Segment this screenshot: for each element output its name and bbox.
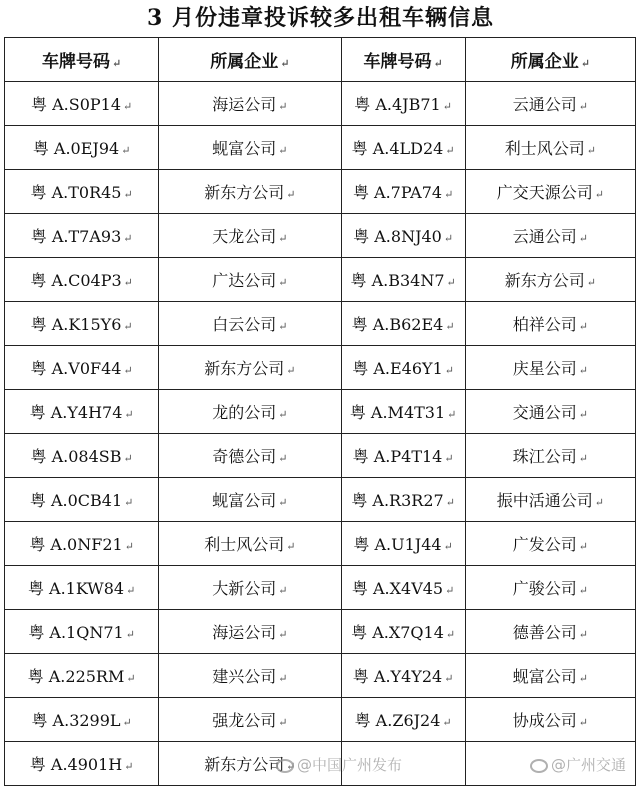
plate-number-cell: 粤 A.M4T31 ↵ <box>341 390 465 434</box>
table-header-row <box>5 38 636 82</box>
header-company: 所属企业 ↵ <box>465 38 635 82</box>
plate-number-cell: 粤 A.7PA74 ↵ <box>341 170 465 214</box>
company-cell: 振中活通公司 ↵ <box>465 478 635 522</box>
company-cell: 庆星公司 ↵ <box>465 346 635 390</box>
weibo-icon <box>530 759 548 773</box>
plate-number-cell: 粤 A.0EJ94 ↵ <box>5 126 159 170</box>
company-cell: 龙的公司 ↵ <box>159 390 341 434</box>
plate-number-cell: 粤 A.T0R45 ↵ <box>5 170 159 214</box>
plate-number-cell: 粤 A.0NF21 ↵ <box>5 522 159 566</box>
plate-number-cell: 粤 A.4JB71 ↵ <box>341 82 465 126</box>
plate-number-cell: 粤 A.Z6J24 ↵ <box>341 698 465 742</box>
plate-number-cell: 粤 A.1QN71 ↵ <box>5 610 159 654</box>
company-cell: 白云公司 ↵ <box>159 302 341 346</box>
company-cell: 利士风公司 ↵ <box>159 522 341 566</box>
plate-number-cell: 粤 A.T7A93 ↵ <box>5 214 159 258</box>
plate-number-cell: 粤 A.4LD24 ↵ <box>341 126 465 170</box>
company-cell: 协成公司 ↵ <box>465 698 635 742</box>
table-row <box>5 390 636 434</box>
company-cell: 海运公司 ↵ <box>159 610 341 654</box>
company-cell: 柏祥公司 ↵ <box>465 302 635 346</box>
table-row <box>5 478 636 522</box>
plate-number-cell: 粤 A.S0P14 ↵ <box>5 82 159 126</box>
company-cell: 强龙公司 ↵ <box>159 698 341 742</box>
document-title: 3 月份违章投诉较多出租车辆信息 <box>147 5 494 31</box>
company-cell: 广骏公司 ↵ <box>465 566 635 610</box>
table-row <box>5 170 636 214</box>
company-cell: 蚬富公司 ↵ <box>465 654 635 698</box>
watermark-guangzhou-traffic: @广州交通 <box>530 754 626 775</box>
table-row <box>5 126 636 170</box>
plate-number-cell: 粤 A.P4T14 ↵ <box>341 434 465 478</box>
plate-number-cell: 粤 A.R3R27 ↵ <box>341 478 465 522</box>
company-cell: 云通公司 ↵ <box>465 214 635 258</box>
company-cell: 奇德公司 ↵ <box>159 434 341 478</box>
plate-number-cell: 粤 A.3299L ↵ <box>5 698 159 742</box>
company-cell: 大新公司 ↵ <box>159 566 341 610</box>
taxi-violation-table <box>4 37 636 786</box>
company-cell: 新东方公司 ↵ <box>465 258 635 302</box>
table-row <box>5 214 636 258</box>
plate-number-cell: 粤 A.V0F44 ↵ <box>5 346 159 390</box>
plate-number-cell: 粤 A.B62E4 ↵ <box>341 302 465 346</box>
company-cell: 新东方公司 ↵ <box>159 346 341 390</box>
table-row <box>5 522 636 566</box>
table-row <box>5 82 636 126</box>
header-plate-number: 车牌号码 ↵ <box>341 38 465 82</box>
company-cell: 广交天源公司 ↵ <box>465 170 635 214</box>
plate-number-cell: 粤 A.0CB41 ↵ <box>5 478 159 522</box>
company-cell: 建兴公司 ↵ <box>159 654 341 698</box>
plate-number-cell: 粤 A.U1J44 ↵ <box>341 522 465 566</box>
company-cell: 蚬富公司 ↵ <box>159 126 341 170</box>
company-cell: 广达公司 ↵ <box>159 258 341 302</box>
plate-number-cell: 粤 A.8NJ40 ↵ <box>341 214 465 258</box>
table-row <box>5 610 636 654</box>
plate-number-cell: 粤 A.X7Q14 ↵ <box>341 610 465 654</box>
table-row <box>5 302 636 346</box>
company-cell: 天龙公司 ↵ <box>159 214 341 258</box>
table-row <box>5 434 636 478</box>
plate-number-cell: 粤 A.B34N7 ↵ <box>341 258 465 302</box>
plate-number-cell: 粤 A.X4V45 ↵ <box>341 566 465 610</box>
table-row <box>5 258 636 302</box>
company-cell: 新东方公司 ↵ <box>159 742 341 786</box>
company-cell: 德善公司 ↵ <box>465 610 635 654</box>
header-company: 所属企业 ↵ <box>159 38 341 82</box>
company-cell: 新东方公司 ↵ <box>159 170 341 214</box>
company-cell: 蚬富公司 ↵ <box>159 478 341 522</box>
plate-number-cell: 粤 A.C04P3 ↵ <box>5 258 159 302</box>
company-cell: 交通公司 ↵ <box>465 390 635 434</box>
plate-number-cell: 粤 A.1KW84 ↵ <box>5 566 159 610</box>
company-cell: 珠江公司 ↵ <box>465 434 635 478</box>
plate-number-cell: 粤 A.084SB ↵ <box>5 434 159 478</box>
table-row <box>5 566 636 610</box>
plate-number-cell: 粤 A.K15Y6 ↵ <box>5 302 159 346</box>
plate-number-cell: 粤 A.Y4H74 ↵ <box>5 390 159 434</box>
weibo-icon <box>276 759 294 773</box>
company-cell: 海运公司 ↵ <box>159 82 341 126</box>
watermark-guangzhou-release: @中国广州发布 <box>276 754 402 775</box>
plate-number-cell: 粤 A.225RM ↵ <box>5 654 159 698</box>
plate-number-cell: 粤 A.E46Y1 ↵ <box>341 346 465 390</box>
plate-number-cell: 粤 A.4901H ↵ <box>5 742 159 786</box>
company-cell: 云通公司 ↵ <box>465 82 635 126</box>
plate-number-cell: 粤 A.Y4Y24 ↵ <box>341 654 465 698</box>
company-cell: 利士风公司 ↵ <box>465 126 635 170</box>
header-plate-number: 车牌号码 ↵ <box>5 38 159 82</box>
table-row <box>5 346 636 390</box>
company-cell: 广发公司 ↵ <box>465 522 635 566</box>
table-row <box>5 654 636 698</box>
table-row <box>5 698 636 742</box>
